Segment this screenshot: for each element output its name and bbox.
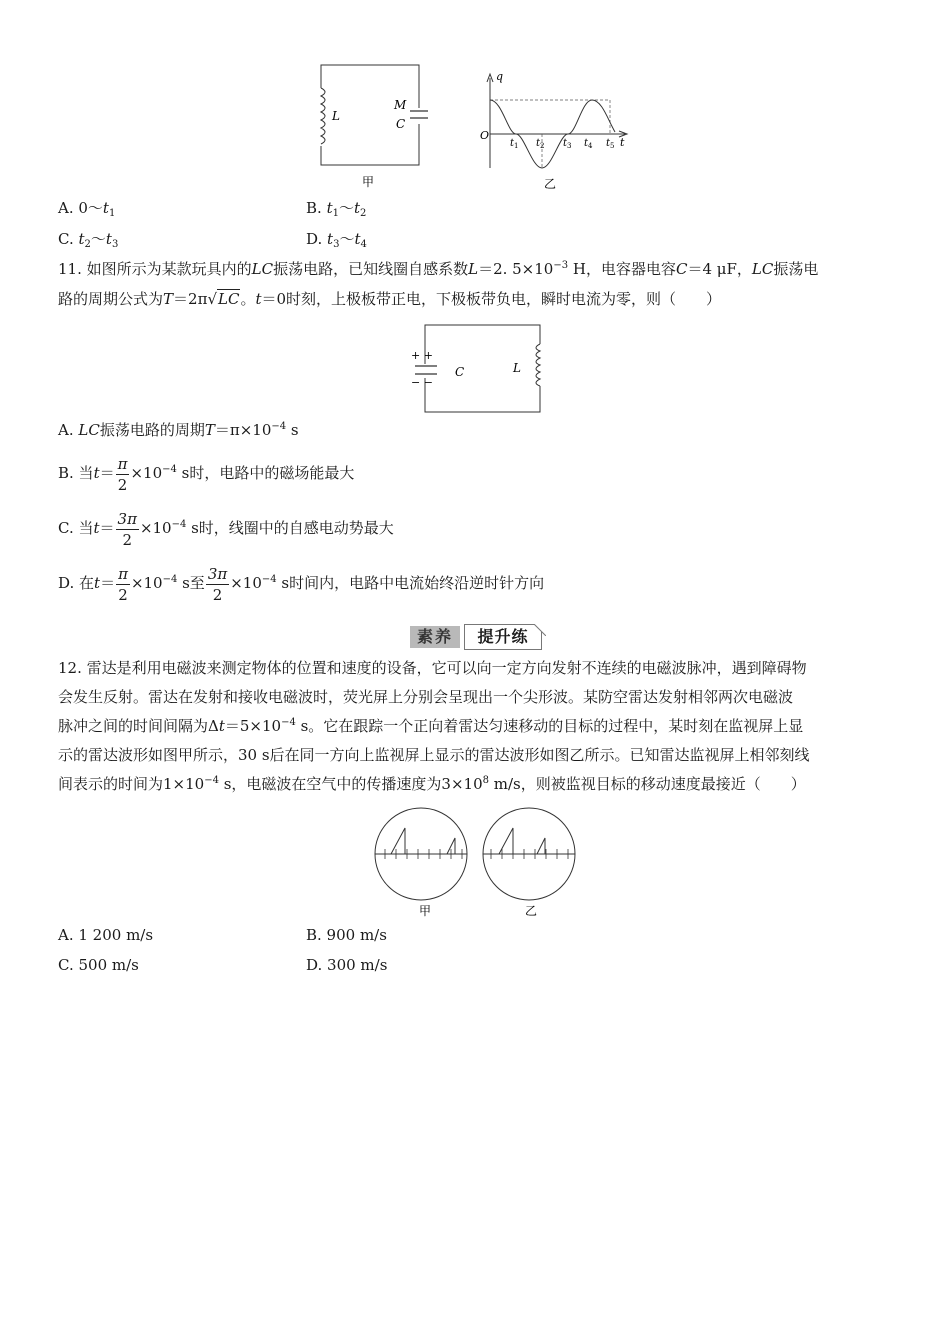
- circuit-C-label: C: [396, 117, 406, 131]
- banner-corner-fold: [534, 624, 546, 636]
- fraction-pi-over-2: $\frac{\pi}{2}$: [118, 564, 128, 604]
- q12-stem-line-5: 间表示的时间为$1\times 10^{-4}$ s，电磁波在空气中的传播速度为$3\times 10^8$ m/s，则被监视目标的移动速度最接近（ ）: [58, 775, 806, 793]
- q12-option-d[interactable]: D. 300 m/s: [306, 956, 388, 974]
- tick-t3: $t_3$: [563, 138, 572, 150]
- tick-t1: $t_1$: [510, 138, 519, 150]
- figure-12-radar-screens: [365, 802, 585, 920]
- q12-stem-line-3: 脉冲之间的时间间隔为$\Delta t=5\times 10^{-4}$ s。它在跟踪一个正向着雷达匀速移动的目标的过程中，某时刻在监视屏上显: [58, 717, 804, 735]
- figure-11-circuit: [405, 320, 550, 415]
- circuit-frame: [425, 325, 540, 412]
- tick-t4: $t_4$: [584, 138, 593, 150]
- q12-stem-line-2: 会发生反射。雷达在发射和接收电磁波时，荧光屏上分别会呈现出一个尖形波。某防空雷达发射相邻两次电磁波: [58, 688, 794, 706]
- section-banner: [410, 624, 544, 650]
- q11-option-c[interactable]: C. 当t＝ $\frac{3\pi}{2}$ $\times 10^{-4}$ s时，线圈中的自感电动势最大: [58, 509, 394, 549]
- figure-label-jia: 甲: [361, 175, 375, 189]
- banner-left-label: 素养: [410, 626, 460, 648]
- q11-option-b[interactable]: B. 当t＝ $\frac{\pi}{2}$ $\times 10^{-4}$ s时，电路中的磁场能最大: [58, 454, 355, 494]
- q11-option-d[interactable]: D. 在t＝ $\frac{\pi}{2}$ $\times 10^{-4}$ s至 $\frac{3\pi}{2}$ $\times 10^{-4}$ s时间内，电路中电流始终沿逆时针方向: [58, 564, 545, 604]
- q12-stem-line-1: 12. 雷达是利用电磁波来测定物体的位置和速度的设备，它可以向一定方向发射不连续的电磁波脉冲，遇到障碍物: [58, 659, 807, 677]
- q12-option-c[interactable]: C. 500 m/s: [58, 956, 139, 974]
- q10-option-d[interactable]: D. $t_3\sim t_4$: [306, 230, 367, 250]
- circuit-M-label: M: [394, 98, 407, 112]
- radar-pulse-emit-jia: [391, 828, 405, 854]
- circuit-L-label: L: [513, 361, 521, 375]
- figure-10-circuit: [310, 58, 430, 193]
- q10-option-a[interactable]: A. $0\sim t_1$: [58, 199, 116, 219]
- circuit-C-label: C: [455, 365, 465, 379]
- q10-option-b[interactable]: B. $t_1\sim t_2$: [306, 199, 367, 219]
- q11-stem-line-1: 11. 如图所示为某款玩具内的LC振荡电路，已知线圈自感系数L＝2. $5\times 10^{-3}$ H，电容器电容C＝4 μF，LC振荡电: [58, 260, 819, 278]
- radar-pulse-emit-yi: [499, 828, 513, 854]
- q12-option-b[interactable]: B. 900 m/s: [306, 926, 387, 944]
- t-axis-label: t: [620, 136, 625, 149]
- sqrt-symbol: √: [207, 290, 217, 308]
- origin-label: O: [480, 129, 490, 142]
- capacitor-plus-signs: + +: [411, 349, 433, 362]
- q11-option-a[interactable]: A. LC振荡电路的周期$T=\pi\times 10^{-4}$ s: [58, 421, 299, 439]
- banner-right-label: 提升练: [464, 624, 542, 650]
- capacitor-minus-signs: − −: [411, 376, 433, 389]
- q12-stem-line-4: 示的雷达波形如图甲所示，30 s后在同一方向上监视屏上显示的雷达波形如图乙所示。已知雷达监视屏上相邻刻线: [58, 746, 810, 764]
- fraction-pi-over-2: $\frac{\pi}{2}$: [117, 454, 128, 494]
- figure-label-yi: 乙: [524, 904, 538, 918]
- q10-option-c[interactable]: C. $t_2\sim t_3$: [58, 230, 119, 250]
- q12-option-a[interactable]: A. 1 200 m/s: [58, 926, 154, 944]
- tick-t5: $t_5$: [606, 138, 615, 150]
- figure-label-jia: 甲: [418, 904, 432, 918]
- fraction-3pi-over-2: $\frac{3\pi}{2}$: [117, 509, 137, 549]
- radar-pulse-echo-yi: [537, 838, 545, 854]
- q11-stem-line-2: 路的周期公式为T＝2π√LC。t＝0时刻，上极板带正电，下极板带负电，瞬时电流为零，则（ ）: [58, 290, 722, 308]
- circuit-L-label: L: [332, 109, 340, 123]
- fraction-3pi-over-2: $\frac{3\pi}{2}$: [207, 564, 228, 604]
- figure-10-graph: [470, 70, 635, 195]
- tick-t2: $t_2$: [536, 138, 545, 150]
- figure-label-yi: 乙: [543, 177, 557, 191]
- q-axis-label: q: [496, 70, 504, 83]
